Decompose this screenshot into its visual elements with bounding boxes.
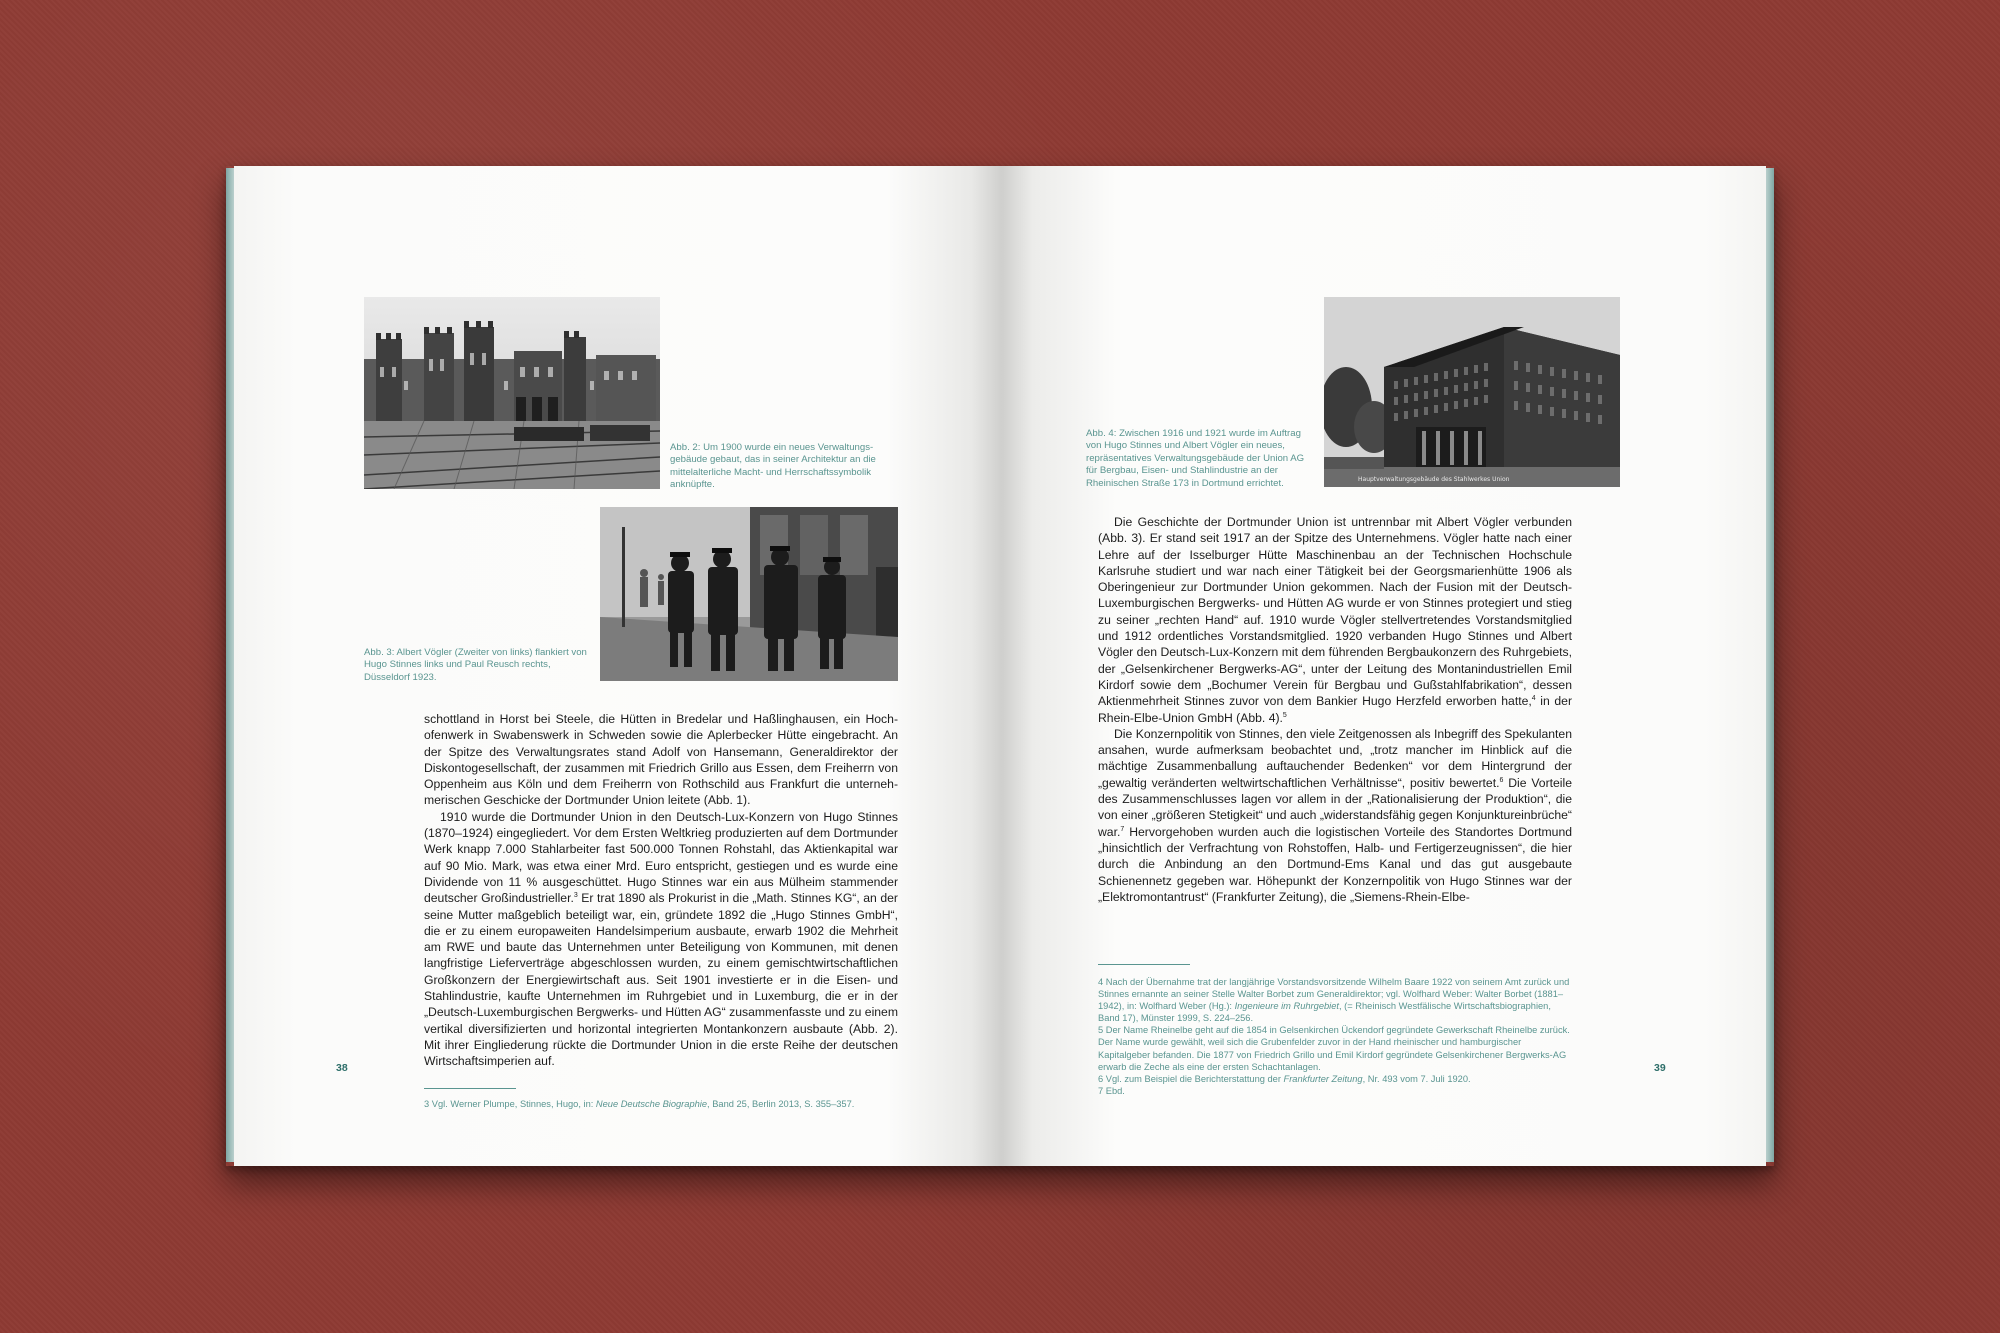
footnote-rule-left (424, 1088, 516, 1089)
page-number-right: 39 (1654, 1062, 1666, 1074)
footnote-3 (424, 1098, 898, 1110)
footnote-5: 5 Der Name Rheinelbe geht auf die 1854 in Gelsenkirchen Ückendorf gegründete Gewerkschaft Rheinelbe zurück. Der Name wurde gewählt, weil sich die Grubenfelder zuvor in der Hand rheinischer und hamburgischer Kapitalgeber befanden. Die 1877 von Friedrich Grillo und Emil Kirdorf gegründete Gelsenkirchener Bergwerks-AG erwarb die Zeche als eine der ersten Schachtanlagen. (1098, 1025, 1570, 1072)
footnote-6-suffix: , Nr. 493 vom 7. Juli 1920. (1362, 1073, 1471, 1084)
footnote-6-title: Frankfurter Zeitung (1283, 1073, 1363, 1084)
page-number-left: 38 (336, 1062, 348, 1074)
footnote-4 (1098, 976, 1572, 1024)
left-paragraph-2 (424, 809, 898, 1070)
photo-historic-administration-building (364, 297, 660, 489)
footnote-4-part-b: , (= Rheinisch Westfälische Wirtschaftsbiographien, Band 17), Münster 1999, S. 224–256. (1098, 1001, 1551, 1024)
footnote-ref-7: 7 (1120, 825, 1125, 833)
footnote-rule-right (1098, 964, 1190, 965)
footnote-3-prefix: 3 Vgl. Werner Plumpe, Stinnes, Hugo, in: (424, 1099, 596, 1109)
right-paragraph-1-part-a: Die Geschichte der Dortmunder Union ist untrennbar mit Albert Vögler verbunden (Abb. 3). Er stand seit 1917 an der Spitze des Unternehmens. Vögler hatte nach einer Lehre auf der Isselburger Hütte Maschinenbau an der Technischen Hochschule Karlsruhe studiert und war nach einer Tätigkeit bei der Georgsmarienhütte 1906 als Oberingenieur zur Dortmunder Union gekommen. Nach der Fusion mit der Deutsch-Luxemburgischen Bergwerks- und Hütten AG wurde er von Stinnes protegiert und stieg zu seiner „rechten Hand“ auf. 1910 wurde Vögler stellvertretendes Vorstandsmitglied und 1912 ordentliches Vorstandsmitglied. 1920 verbanden Hugo Stinnes und Albert Vögler den Deutsch-Lux-Konzern mit dem führenden Bergbaukonzern des Ruhrgebiets, der „Gelsenkirchener Bergwerks-AG“, unter der Leitung des Montanindustriellen Emil Kirdorf sowie dem „Bochumer Verein für Bergbau und Gußstahlfabrikation“, dessen Aktienmehrheit Stinnes zuvor von dem Bankier Hugo Herzfeld erworben hatte, (1098, 515, 1572, 709)
photo-inscription: Hauptverwaltungsgebäude des Stahlwerkes Union (1358, 476, 1510, 483)
right-paragraph-2-part-c: Hervorgehoben wurden auch die logistischen Vorteile des Standortes Dortmund „hinsichtlich der Verfrachtung von Rohstoffen, Halb- und Fertigerzeugnissen“, die hier durch die Anbindung an den Dortmund-Ems Kanal und das gut ausgebaute Schienennetz gegeben war. Höhepunkt der Konzernpolitik von Hugo Stinnes war der „Elektromontantrust“ (Frankfurter Zeitung), die „Siemens-Rhein-Elbe- (1098, 824, 1572, 904)
footnote-ref-6: 6 (1499, 776, 1504, 784)
figure-3-caption: Abb. 3: Albert Vögler (Zweiter von links) flankiert von Hugo Stinnes links und Paul Reusch rechts, Düsseldorf 1923. (364, 647, 587, 683)
right-paragraph-1 (1098, 514, 1572, 726)
right-paragraph-1-part-b: in der Rhein-Elbe-Union GmbH (Abb. 4). (1098, 694, 1572, 725)
figure-2-caption: Abb. 2: Um 1900 wurde ein neues Verwaltungsgebäude gebaut, das in seiner Architektur an die mittelalterliche Macht- und Herrschaftssymbolik anknüpfte. (670, 442, 876, 491)
right-footnotes (1098, 976, 1572, 1097)
left-paragraph-1: schottland in Horst bei Steele, die Hütten in Bredelar und Haßlinghausen, ein Hochofenwerk in Swabenswerk in Schweden sowie die Aplerbecker Hütte eingebracht. An der Spitze des Verwaltungsrates stand Adolf von Hansemann, Generaldirektor der Diskontogesellschaft, der zusammen mit Friedrich Grillo aus Essen, dem Freiherrn von Oppenheim aus Köln und dem Freiherrn von Rothschild aus Frankfurt die unternehmerischen Geschicke der Dortmunder Union leitete (Abb. 1). (424, 712, 898, 808)
right-paragraph-2-part-b: Die Vorteile des Zusammenschlusses lagen vor allem in der „Rationalisierung der Produktion“, die von einer „größeren Stetigkeit“ und auch „widerstandsfähig gegen Konjunktureinbrüche“ war. (1098, 775, 1572, 839)
footnote-ref-5: 5 (1282, 711, 1287, 719)
left-paragraph-2-part-b: Er trat 1890 als Prokurist in die „Math. Stinnes KG“, an der seine Mutter maßgeblich beteiligt war, ein, gründete 1892 die „Hugo Stinnes GmbH“, die er zu einem europaweiten Handelsimperium ausbaute, erwarb 1902 die Mehrheit am RWE und baute das Unternehmen unter Beteiligung von Kommunen, mit denen langfristige Lieferverträge abgeschlossen wurden, zu einem gemischtwirtschaftlichen Großkonzern der Energiewirtschaft aus. Seit 1901 investierte er in die Eisen- und Stahlindustrie, kaufte Unternehmen im Ruhrgebiet und in Luxemburg, die er in der „Deutsch-Luxemburgischen Bergwerks- und Hütten AG“ zusammenfasste und zu einem vertikal diversifizierten und horizontal integrierten Montankonzern ausbaute (Abb. 2). Mit ihrer Eingliederung rückte die Dortmunder Union in die erste Reihe der deutschen Wirtschaftsimperien auf. (424, 891, 898, 1069)
right-page (1002, 166, 1766, 1166)
left-body-text (424, 711, 898, 1070)
footnote-7: 7 Ebd. (1098, 1085, 1125, 1096)
footnote-ref-4: 4 (1531, 695, 1536, 703)
photo-men-walking-duesseldorf (600, 507, 898, 681)
right-body-text (1098, 514, 1572, 905)
footnote-3-suffix: , Band 25, Berlin 2013, S. 355–357. (707, 1099, 855, 1109)
footnote-6-prefix: 6 Vgl. zum Beispiel die Berichterstattung der (1098, 1073, 1284, 1084)
left-page (234, 166, 1002, 1166)
footnote-ref-3: 3 (573, 892, 578, 900)
left-paragraph-2-part-a: 1910 wurde die Dortmunder Union in den Deutsch-Lux-Konzern von Hugo Stinnes (1870–1924) eingegliedert. Vor dem Ersten Weltkrieg produzierten auf dem Dortmunder Werk knapp 7.000 Stahlarbeiter fast 500.000 Tonnen Rohstahl, das Aktienkapital war auf 90 Mio. Mark, was etwa einer Mrd. Euro entspricht, gestiegen und es wurde eine Dividende von 11 % ausgeschüttet. Hugo Stinnes war ein aus Mülheim stammender deutscher Großindustrieller. (424, 809, 898, 906)
footnote-4-part-a: 4 Nach der Übernahme trat der langjährige Vorstandsvorsitzende Wilhelm Baare 1922 von seinem Amt zurück und Stinnes ernannte an seiner Stelle Walter Borbet zum Generaldirektor; vgl. Wolfhard Weber: Walter Borbet (1881–1942), in: Wolfhard Weber (Hg.): (1098, 977, 1570, 1012)
footnote-4-title: Ingenieure im Ruhrgebiet (1234, 1001, 1339, 1012)
open-book (226, 166, 1774, 1166)
figure-4-caption: Abb. 4: Zwischen 1916 und 1921 wurde im Auftrag von Hugo Stinnes und Albert Vögler ein neues, repräsentatives Verwaltungsgebäude der Union AG für Bergbau, Eisen- und Stahlindustrie an der Rheinischen Straße 173 in Dortmund errichtet. (1086, 428, 1305, 489)
footnote-3-title: Neue Deutsche Biographie (595, 1099, 708, 1109)
photo-union-administration-building (1324, 297, 1620, 487)
right-paragraph-2-part-a: Die Konzernpolitik von Stinnes, den viele Zeitgenossen als Inbegriff des Spekulanten ansahen, wurde aufmerksam beobachtet und, „trotz mancher im Hinblick auf die mächtige Zusammenballung auftauchender Bedenken“ vor dem Hintergrund der „gewaltig veränderten weltwirtschaftlichen Verhältnisse“, positiv bewertet. (1098, 726, 1572, 790)
footnote-6 (1098, 1073, 1572, 1085)
right-paragraph-2 (1098, 726, 1572, 905)
